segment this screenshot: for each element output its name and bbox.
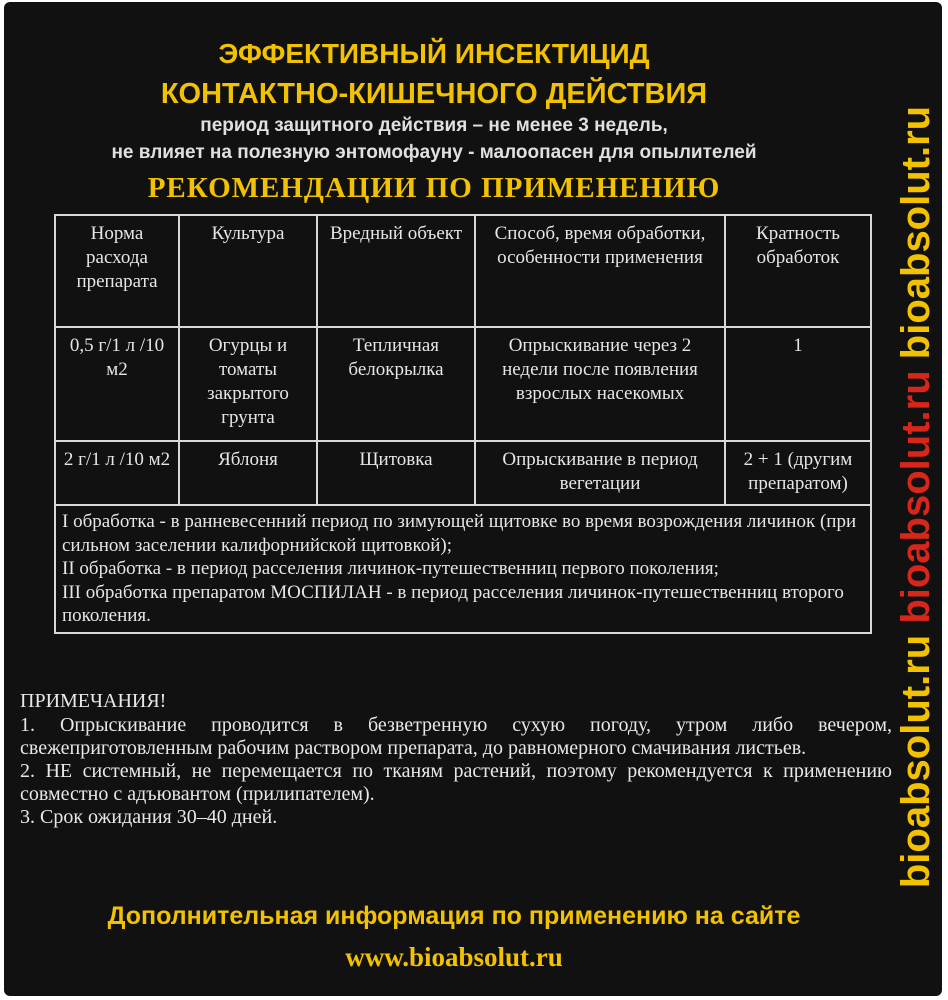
treatment-notes [55,505,871,633]
treatment-note: I обработка - в ранневесенний период по зимующей щитовке во время возрождения личинок (при сильном заселении калифорнийской щитовкой); [62,511,857,556]
table-cell: Тепличная белокрылка [317,327,475,441]
column-header: Вредный объект [317,215,475,327]
treatment-note: III обработка препаратом МОСПИЛАН - в период расселения личинок-путешественниц второго поколения. [62,581,844,626]
headline-insecticide: ЭФФЕКТИВНЫЙ ИНСЕКТИЦИД [218,38,650,69]
remarks-section [20,690,892,829]
column-header: Норма расхода препарата [55,215,179,327]
column-header: Способ, время обработки, особенности применения [475,215,725,327]
footer-website-link[interactable]: www.bioabsolut.ru [345,942,563,972]
table-cell: 2 г/1 л /10 м2 [55,441,179,505]
remark-item: 3. Срок ожидания 30–40 дней. [20,806,278,828]
footer-info: Дополнительная информация по применению на сайте [107,902,801,930]
section-title-recommendations: РЕКОМЕНДАЦИИ ПО ПРИМЕНЕНИЮ [147,172,721,204]
column-header: Кратность обработок [725,215,871,327]
table-cell: Опрыскивание в период вегетации [475,441,725,505]
recommendations-table [54,214,872,634]
product-label [4,2,942,996]
subheadline-protection-period: период защитного действия – не менее 3 недель, [200,115,668,136]
table-header-row [55,215,871,327]
remark-item: 2. НЕ системный, не перемещается по тканям растений, поэтому рекомендуется к применению совместно с адъювантом (прилипателем). [20,760,892,805]
treatment-note: II обработка - в период расселения личинок-путешественниц первого поколения; [62,558,719,579]
side-banner-text: bioabsolut.ru [894,634,938,889]
headline-action-type: КОНТАКТНО-КИШЕЧНОГО ДЕЙСТВИЯ [160,78,708,110]
table-cell: Огурцы и томаты закрытого грунта [179,327,317,441]
table-cell: Опрыскивание через 2 недели после появления взрослых насекомых [475,327,725,441]
table-notes-row [55,505,871,633]
table-row [55,327,871,441]
remark-item: 1. Опрыскивание проводится в безветренную сухую погоду, утром либо вечером, свежеприготовленным рабочим раствором препарата, до равномерного смачивания листьев. [20,714,892,759]
remarks-title: ПРИМЕЧАНИЯ! [20,690,167,712]
subheadline-entomofauna: не влияет на полезную энтомофауну - малоопасен для опылителей [111,142,757,163]
table-cell: Щитовка [317,441,475,505]
table-cell: 0,5 г/1 л /10 м2 [55,327,179,441]
side-banner-text: bioabsolut.ru [894,370,938,624]
column-header: Культура [179,215,317,327]
side-banner-text: bioabsolut.ru [894,105,938,360]
table-cell: Яблоня [179,441,317,505]
table-row [55,441,871,505]
table-cell: 2 + 1 (другим препаратом) [725,441,871,505]
table-cell: 1 [725,327,871,441]
side-website-banner [892,52,940,942]
